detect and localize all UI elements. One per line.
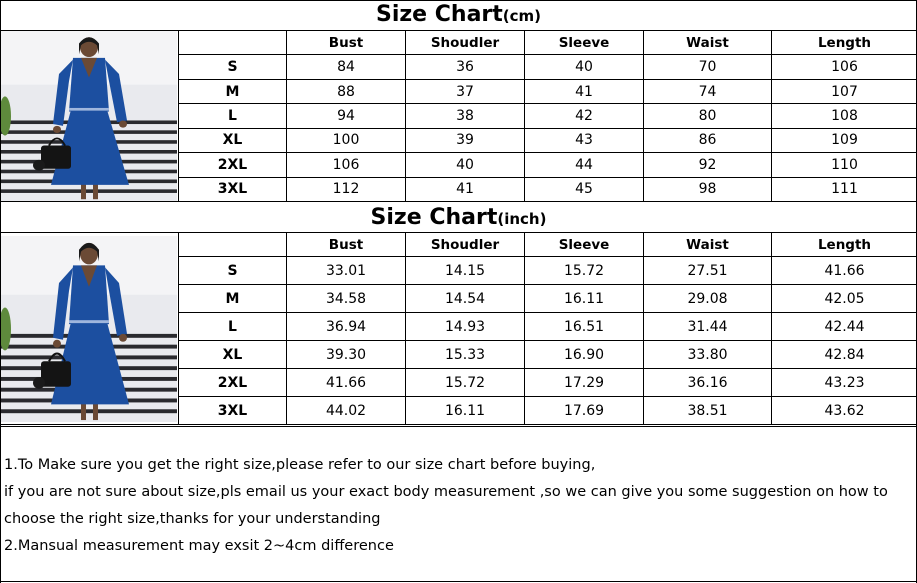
sleeve-value: 41: [525, 79, 644, 103]
bust-value: 106: [287, 153, 406, 177]
size-label: M: [179, 285, 287, 313]
bust-value: 94: [287, 104, 406, 128]
note-line: 1.To Make sure you get the right size,please refer to our size chart before buying,: [4, 457, 596, 473]
shoulder-value: 37: [406, 79, 525, 103]
size-label: XL: [179, 341, 287, 369]
length-value: 42.44: [772, 313, 917, 341]
header-cell: [179, 233, 287, 257]
length-value: 43.23: [772, 369, 917, 397]
cm-header-row: [1, 31, 917, 55]
bust-value: 44.02: [287, 397, 406, 425]
waist-value: 98: [644, 177, 772, 201]
size-label: XL: [179, 128, 287, 152]
header-cell: [179, 31, 287, 55]
note-line: if you are not sure about size,pls email us your exact body measurement ,so we can give you some suggestion on how to: [4, 484, 888, 500]
model-photo-image: [1, 31, 177, 201]
cm-chart-title: [0, 0, 917, 30]
length-value: 108: [772, 104, 917, 128]
inch-title-unit: (inch): [497, 210, 547, 228]
shoulder-value: 14.15: [406, 257, 525, 285]
length-value: 109: [772, 128, 917, 152]
left-border: [0, 0, 1, 583]
waist-value: 86: [644, 128, 772, 152]
sleeve-value: 40: [525, 55, 644, 79]
size-label: 3XL: [179, 397, 287, 425]
header-bust: Bust: [287, 31, 406, 55]
inch-size-table: [0, 232, 917, 425]
shoulder-value: 14.93: [406, 313, 525, 341]
waist-value: 33.80: [644, 341, 772, 369]
model-photo-image: [1, 236, 177, 422]
inch-title-text: Size Chart: [370, 205, 498, 230]
note-line: choose the right size,thanks for your understanding: [4, 511, 381, 527]
bust-value: 88: [287, 79, 406, 103]
header-sleeve: Sleeve: [525, 31, 644, 55]
header-waist: Waist: [644, 233, 772, 257]
top-border: [0, 0, 917, 1]
waist-value: 31.44: [644, 313, 772, 341]
header-length: Length: [772, 31, 917, 55]
model-photo: [1, 31, 179, 202]
bust-value: 33.01: [287, 257, 406, 285]
sleeve-value: 42: [525, 104, 644, 128]
inch-header-row: [1, 233, 917, 257]
size-label: M: [179, 79, 287, 103]
waist-value: 70: [644, 55, 772, 79]
sleeve-value: 16.90: [525, 341, 644, 369]
length-value: 41.66: [772, 257, 917, 285]
note-line: 2.Mansual measurement may exsit 2~4cm difference: [4, 538, 394, 554]
shoulder-value: 38: [406, 104, 525, 128]
size-label: 2XL: [179, 369, 287, 397]
size-notes: [4, 452, 909, 560]
shoulder-value: 15.33: [406, 341, 525, 369]
bust-value: 39.30: [287, 341, 406, 369]
shoulder-value: 41: [406, 177, 525, 201]
shoulder-value: 15.72: [406, 369, 525, 397]
size-label: 2XL: [179, 153, 287, 177]
shoulder-value: 16.11: [406, 397, 525, 425]
bust-value: 84: [287, 55, 406, 79]
header-length: Length: [772, 233, 917, 257]
sleeve-value: 16.51: [525, 313, 644, 341]
size-label: 3XL: [179, 177, 287, 201]
sleeve-value: 45: [525, 177, 644, 201]
sleeve-value: 44: [525, 153, 644, 177]
length-value: 111: [772, 177, 917, 201]
waist-value: 80: [644, 104, 772, 128]
sleeve-value: 17.29: [525, 369, 644, 397]
sleeve-value: 43: [525, 128, 644, 152]
notes-top-border: [0, 426, 917, 427]
waist-value: 36.16: [644, 369, 772, 397]
length-value: 43.62: [772, 397, 917, 425]
length-value: 107: [772, 79, 917, 103]
header-shoulder: Shoudler: [406, 233, 525, 257]
length-value: 42.05: [772, 285, 917, 313]
header-bust: Bust: [287, 233, 406, 257]
cm-title-text: Size Chart: [375, 2, 503, 27]
size-label: L: [179, 104, 287, 128]
bottom-border: [0, 581, 917, 582]
cm-size-table: [0, 30, 917, 202]
waist-value: 29.08: [644, 285, 772, 313]
waist-value: 38.51: [644, 397, 772, 425]
bust-value: 34.58: [287, 285, 406, 313]
bust-value: 36.94: [287, 313, 406, 341]
header-shoulder: Shoudler: [406, 31, 525, 55]
shoulder-value: 36: [406, 55, 525, 79]
size-label: L: [179, 313, 287, 341]
sleeve-value: 16.11: [525, 285, 644, 313]
inch-chart-title: [0, 203, 917, 232]
header-sleeve: Sleeve: [525, 233, 644, 257]
shoulder-value: 39: [406, 128, 525, 152]
waist-value: 92: [644, 153, 772, 177]
length-value: 42.84: [772, 341, 917, 369]
size-label: S: [179, 257, 287, 285]
sleeve-value: 17.69: [525, 397, 644, 425]
waist-value: 74: [644, 79, 772, 103]
length-value: 106: [772, 55, 917, 79]
model-photo: [1, 233, 179, 425]
size-label: S: [179, 55, 287, 79]
sleeve-value: 15.72: [525, 257, 644, 285]
bust-value: 112: [287, 177, 406, 201]
cm-title-unit: (cm): [502, 7, 542, 25]
length-value: 110: [772, 153, 917, 177]
bust-value: 100: [287, 128, 406, 152]
bust-value: 41.66: [287, 369, 406, 397]
header-waist: Waist: [644, 31, 772, 55]
waist-value: 27.51: [644, 257, 772, 285]
shoulder-value: 40: [406, 153, 525, 177]
shoulder-value: 14.54: [406, 285, 525, 313]
